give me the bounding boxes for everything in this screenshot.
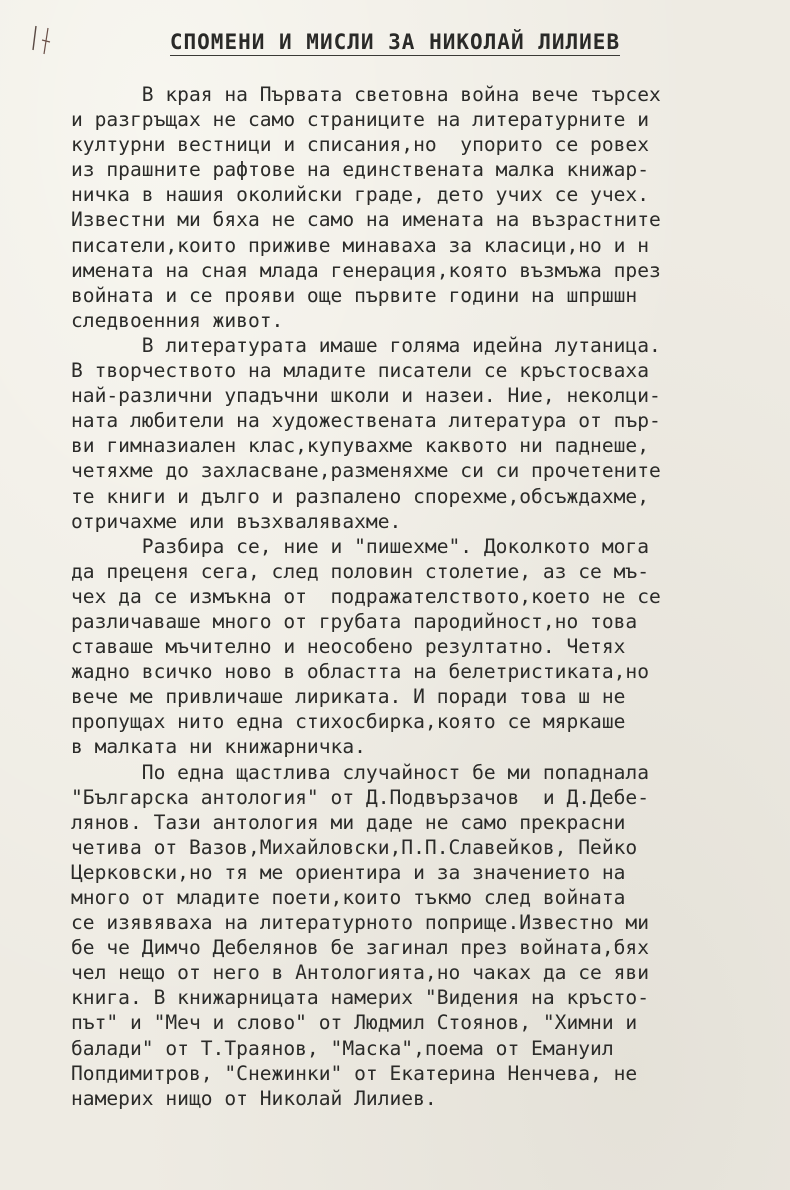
text-line: ставаше мъчително и неособено резултатно. Четях: [71, 635, 626, 659]
text-line: намерих нищо от Николай Лилиев.: [71, 1086, 437, 1110]
text-line: ви гимназиален клас,купувахме каквото ни паднеше,: [71, 434, 650, 458]
text-line: Известни ми бяха не само на имената на възрастните: [71, 208, 661, 232]
text-line: най-различни упадъчни школи и назеи. Ние, неколци-: [71, 384, 661, 408]
text-line: да преценя сега, след половин столетие, аз се мъ-: [71, 559, 650, 583]
text-line: път" и "Меч и слово" от Людмил Стоянов, "Химни и: [71, 1011, 638, 1035]
text-line: писатели,които приживе минаваха за класици,но и н: [71, 233, 650, 257]
text-line: Разбира се, ние и "пишехме". Доколкото мога: [71, 534, 650, 558]
text-line: Попдимитров, "Снежинки" от Екатерина Ненчева, не: [71, 1061, 638, 1085]
text-line: отричахме или възхвалявахме.: [71, 509, 402, 533]
document-title-text: СПОМЕНИ И МИСЛИ ЗА НИКОЛАЙ ЛИЛИЕВ: [169, 30, 621, 54]
text-line: те книги и дълго и разпалено спорехме,обсъждахме,: [71, 484, 650, 508]
text-line: четяхме до захласване,разменяхме си си прочетените: [71, 459, 661, 483]
text-line: чех да се измъкна от подражателството,което не се: [71, 584, 661, 608]
text-line: книга. В книжарницата намерих "Видения на кръсто-: [71, 986, 650, 1010]
text-line: вече ме привличаше лириката. И поради това ш не: [71, 685, 626, 709]
text-line: Церковски,но тя ме ориентира и за значението на: [71, 860, 626, 884]
text-line: културни вестници и списания,но упорито се ровех: [71, 133, 650, 157]
text-line: жадно всичко ново в областта на белетристиката,но: [71, 660, 650, 684]
text-line: различаваше много от грубата пародийност,но това: [71, 609, 638, 633]
text-line: лянов. Тази антология ми даде не само прекрасни: [71, 810, 626, 834]
text-line: ната любители на художествената литература от пър-: [71, 409, 661, 433]
text-line: По една щастлива случайност бе ми попаднала: [71, 760, 650, 784]
text-line: се изявяваха на литературното поприще.Известно ми: [71, 911, 650, 935]
text-line: бе че Димчо Дебелянов бе загинал през войната,бях: [71, 936, 650, 960]
text-line: четива от Вазов,Михайловски,П.П.Славейков, Пейко: [71, 835, 638, 859]
document-title: [0, 30, 790, 54]
text-line: имената на сная млада генерация,която възмъжа през: [71, 258, 661, 282]
text-line: балади" от Т.Траянов, "Маска",поема от Емануил: [71, 1036, 614, 1060]
text-line: следвоенния живот.: [71, 308, 284, 332]
text-line: В творчеството на младите писатели се кръстосваха: [71, 359, 650, 383]
text-line: из прашните рафтове на единствената малка книжар-: [71, 158, 650, 182]
text-line: пропущах нито една стихосбирка,която се мяркаше: [71, 710, 626, 734]
text-line: войната и се прояви още първите години на шпршшн: [71, 283, 638, 307]
text-line: чел нещо от него в Антологията,но чаках да се яви: [71, 961, 650, 985]
text-line: ничка в нашия околийски граде, дето учих се учех.: [71, 183, 650, 207]
text-line: В литературата имаше голяма идейна лутаница.: [71, 333, 661, 357]
document-body: [71, 82, 781, 1111]
text-line: много от младите поети,които тъкмо след войната: [71, 886, 626, 909]
text-line: и разгръщах не само страниците на литературните и: [71, 108, 650, 132]
text-line: В края на Първата световна война вече търсех: [71, 83, 661, 106]
text-line: в малката ни книжарничка.: [71, 735, 366, 759]
text-line: "Българска антология" от Д.Подвързачов и Д.Дебе-: [71, 785, 650, 809]
